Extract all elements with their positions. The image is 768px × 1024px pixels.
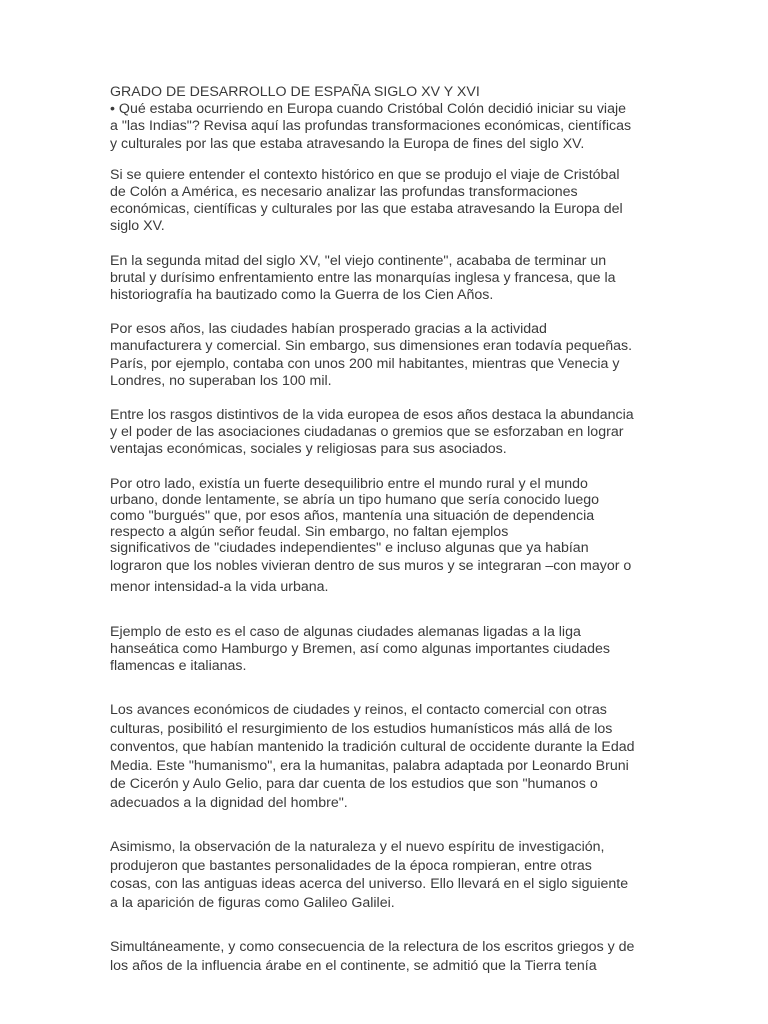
paragraph-8 xyxy=(110,838,670,912)
text-line: manufacturera y comercial. Sin embargo, sus dimensiones eran todavía pequeñas. xyxy=(110,338,633,355)
text-line: cosas, con las antiguas ideas acerca del universo. Ello llevará en el siglo siguiente xyxy=(110,876,629,893)
text-line: a la aparición de figuras como Galileo Galilei. xyxy=(110,894,395,911)
text-line: historiografía ha bautizado como la Guerra de los Cien Años. xyxy=(110,287,494,304)
text-line: Por esos años, las ciudades habían prosperado gracias a la actividad xyxy=(110,321,547,338)
text-line: los años de la influencia árabe en el continente, se admitió que la Tierra tenía xyxy=(110,957,597,974)
text-line: En la segunda mitad del siglo XV, "el viejo continente", acababa de terminar un xyxy=(110,252,607,269)
text-line: hanseática como Hamburgo y Bremen, así como algunas importantes ciudades xyxy=(110,640,610,657)
paragraph-6 xyxy=(110,624,670,676)
intro-line: a "las Indias"? Revisa aquí las profundas transformaciones económicas, científicas xyxy=(110,118,632,135)
paragraph-4 xyxy=(110,407,670,459)
text-line: Simultáneamente, y como consecuencia de la relectura de los escritos griegos y de xyxy=(110,939,635,956)
text-line: culturas, posibilitó el resurgimiento de los estudios humanísticos más allá de los xyxy=(110,720,613,737)
text-line: flamencas e italianas. xyxy=(110,658,247,675)
text-line: significativos de "ciudades independientes" e incluso algunas que ya habían xyxy=(110,539,589,556)
text-line: conventos, que habían mantenido la tradición cultural de occidente durante la Edad xyxy=(110,739,635,756)
text-line: urbano, donde lentamente, se abría un tipo humano que sería conocido luego xyxy=(110,491,600,508)
text-line: Media. Este "humanismo", era la humanitas, palabra adaptada por Leonardo Bruni xyxy=(110,757,629,774)
text-line: menor intensidad-a la vida urbana. xyxy=(110,578,329,595)
intro-line: • Qué estaba ocurriendo en Europa cuando Cristóbal Colón decidió iniciar su viaje xyxy=(110,101,627,118)
document-page xyxy=(110,84,670,992)
text-line: Londres, no superaban los 100 mil. xyxy=(110,372,332,389)
text-line: lograron que los nobles vivieran dentro de sus muros y se integraran –con mayor o xyxy=(110,557,632,574)
paragraph-7 xyxy=(110,701,670,812)
document-title: GRADO DE DESARROLLO DE ESPAÑA SIGLO XV Y XVI xyxy=(110,84,480,100)
paragraph-9 xyxy=(110,938,670,975)
paragraph-3 xyxy=(110,321,670,390)
text-line: adecuados a la dignidad del hombre". xyxy=(110,794,348,811)
intro-line: y culturales por las que estaba atravesando la Europa de fines del siglo XV. xyxy=(110,135,585,152)
paragraph-1 xyxy=(110,167,670,236)
text-line: de Colón a América, es necesario analizar las profundas transformaciones xyxy=(110,184,578,201)
text-line: como "burgués" que, por esos años, mantenía una situación de dependencia xyxy=(110,507,595,524)
text-line: Los avances económicos de ciudades y reinos, el contacto comercial con otras xyxy=(110,702,607,719)
text-line: Entre los rasgos distintivos de la vida europea de esos años destaca la abundancia xyxy=(110,407,634,424)
intro-block xyxy=(110,84,670,153)
paragraph-5 xyxy=(110,476,670,598)
text-line: Por otro lado, existía un fuerte desequilibrio entre el mundo rural y el mundo xyxy=(110,475,588,492)
text-line: Ejemplo de esto es el caso de algunas ciudades alemanas ligadas a la liga xyxy=(110,623,581,640)
text-line: siglo XV. xyxy=(110,218,165,235)
text-line: Asimismo, la observación de la naturaleza y el nuevo espíritu de investigación, xyxy=(110,839,605,856)
text-line: brutal y durísimo enfrentamiento entre las monarquías inglesa y francesa, que la xyxy=(110,269,616,286)
text-line: y el poder de las asociaciones ciudadanas o gremios que se esforzaban en lograr xyxy=(110,424,624,441)
text-line: económicas, científicas y culturales por las que estaba atravesando la Europa del xyxy=(110,201,623,218)
text-line: respecto a algún señor feudal. Sin embargo, no faltan ejemplos xyxy=(110,523,509,540)
text-line: ventajas económicas, sociales y religiosas para sus asociados. xyxy=(110,441,507,458)
text-line: produjeron que bastantes personalidades de la época rompieran, entre otras xyxy=(110,857,592,874)
text-line: de Cicerón y Aulo Gelio, para dar cuenta de los estudios que son "humanos o xyxy=(110,776,598,793)
text-line: Si se quiere entender el contexto histórico en que se produjo el viaje de Cristóbal xyxy=(110,166,620,183)
paragraph-2 xyxy=(110,253,670,305)
text-line: París, por ejemplo, contaba con unos 200 mil habitantes, mientras que Venecia y xyxy=(110,355,620,372)
